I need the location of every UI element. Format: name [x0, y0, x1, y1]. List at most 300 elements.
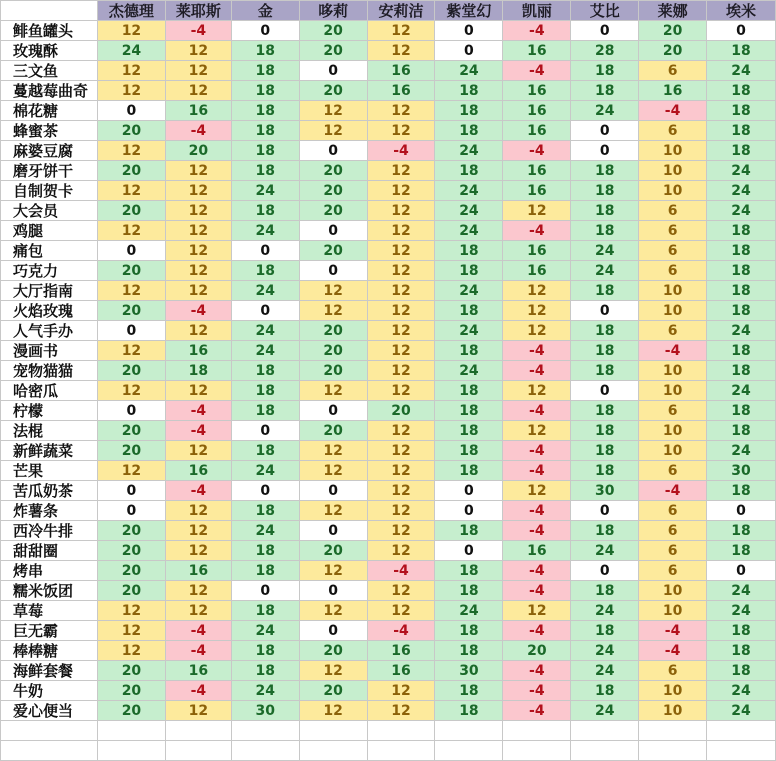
value-cell[interactable]: 12: [367, 261, 435, 281]
value-cell[interactable]: 0: [97, 481, 165, 501]
value-cell[interactable]: 18: [707, 141, 776, 161]
value-cell[interactable]: 12: [97, 621, 165, 641]
value-cell[interactable]: 20: [97, 301, 165, 321]
value-cell[interactable]: 18: [571, 341, 639, 361]
value-cell[interactable]: 12: [503, 421, 571, 441]
row-label-cell[interactable]: 宠物猫猫: [1, 361, 98, 381]
row-label-cell[interactable]: 大会员: [1, 201, 98, 221]
value-cell[interactable]: 6: [639, 121, 707, 141]
value-cell[interactable]: 18: [571, 421, 639, 441]
value-cell[interactable]: 12: [97, 21, 165, 41]
value-cell[interactable]: 0: [97, 101, 165, 121]
value-cell[interactable]: 24: [435, 601, 503, 621]
value-cell[interactable]: -4: [503, 661, 571, 681]
value-cell[interactable]: 24: [707, 321, 776, 341]
value-cell[interactable]: 18: [231, 661, 299, 681]
value-cell[interactable]: 16: [367, 81, 435, 101]
value-cell[interactable]: 12: [367, 121, 435, 141]
value-cell[interactable]: 12: [299, 441, 367, 461]
value-cell[interactable]: 24: [97, 41, 165, 61]
value-cell[interactable]: 0: [571, 301, 639, 321]
value-cell[interactable]: 18: [571, 281, 639, 301]
value-cell[interactable]: 16: [367, 61, 435, 81]
value-cell[interactable]: 10: [639, 161, 707, 181]
value-cell[interactable]: 12: [97, 461, 165, 481]
column-header[interactable]: 莱娜: [639, 1, 707, 21]
value-cell[interactable]: 18: [231, 261, 299, 281]
value-cell[interactable]: 18: [571, 401, 639, 421]
value-cell[interactable]: 0: [571, 21, 639, 41]
value-cell[interactable]: -4: [503, 621, 571, 641]
value-cell[interactable]: 24: [231, 461, 299, 481]
value-cell[interactable]: 0: [97, 501, 165, 521]
value-cell[interactable]: 12: [165, 441, 231, 461]
value-cell[interactable]: 18: [707, 121, 776, 141]
value-cell[interactable]: 16: [165, 661, 231, 681]
value-cell[interactable]: 0: [571, 381, 639, 401]
value-cell[interactable]: 18: [707, 361, 776, 381]
row-label-cell[interactable]: 三文鱼: [1, 61, 98, 81]
value-cell[interactable]: 24: [571, 541, 639, 561]
value-cell[interactable]: -4: [503, 581, 571, 601]
value-cell[interactable]: 0: [571, 121, 639, 141]
value-cell[interactable]: 0: [97, 401, 165, 421]
value-cell[interactable]: 18: [571, 621, 639, 641]
value-cell[interactable]: 0: [299, 481, 367, 501]
value-cell[interactable]: 12: [367, 541, 435, 561]
value-cell[interactable]: -4: [503, 501, 571, 521]
value-cell[interactable]: 24: [435, 281, 503, 301]
value-cell[interactable]: 24: [435, 141, 503, 161]
empty-cell[interactable]: [231, 741, 299, 761]
value-cell[interactable]: 18: [571, 321, 639, 341]
value-cell[interactable]: -4: [165, 481, 231, 501]
value-cell[interactable]: 18: [231, 161, 299, 181]
value-cell[interactable]: 12: [503, 481, 571, 501]
value-cell[interactable]: 6: [639, 561, 707, 581]
value-cell[interactable]: -4: [165, 681, 231, 701]
column-header[interactable]: 莱耶斯: [165, 1, 231, 21]
value-cell[interactable]: -4: [503, 141, 571, 161]
value-cell[interactable]: 24: [231, 521, 299, 541]
value-cell[interactable]: -4: [503, 521, 571, 541]
value-cell[interactable]: 6: [639, 521, 707, 541]
value-cell[interactable]: 16: [503, 541, 571, 561]
value-cell[interactable]: 20: [97, 361, 165, 381]
value-cell[interactable]: 18: [435, 621, 503, 641]
value-cell[interactable]: 24: [707, 441, 776, 461]
value-cell[interactable]: 24: [231, 281, 299, 301]
value-cell[interactable]: 16: [639, 81, 707, 101]
row-label-cell[interactable]: 炸薯条: [1, 501, 98, 521]
value-cell[interactable]: 16: [503, 121, 571, 141]
value-cell[interactable]: 12: [299, 561, 367, 581]
value-cell[interactable]: 0: [231, 581, 299, 601]
value-cell[interactable]: 18: [707, 81, 776, 101]
row-label-cell[interactable]: 甜甜圈: [1, 541, 98, 561]
value-cell[interactable]: -4: [165, 621, 231, 641]
value-cell[interactable]: 12: [367, 341, 435, 361]
value-cell[interactable]: 20: [97, 661, 165, 681]
value-cell[interactable]: 12: [165, 41, 231, 61]
value-cell[interactable]: 0: [231, 301, 299, 321]
row-label-cell[interactable]: 鸡腿: [1, 221, 98, 241]
value-cell[interactable]: 18: [231, 501, 299, 521]
value-cell[interactable]: 18: [435, 161, 503, 181]
value-cell[interactable]: 18: [707, 281, 776, 301]
value-cell[interactable]: 12: [97, 341, 165, 361]
value-cell[interactable]: 0: [707, 501, 776, 521]
value-cell[interactable]: 12: [299, 601, 367, 621]
value-cell[interactable]: 12: [299, 661, 367, 681]
value-cell[interactable]: 18: [571, 81, 639, 101]
value-cell[interactable]: 12: [503, 601, 571, 621]
value-cell[interactable]: 20: [97, 541, 165, 561]
empty-cell[interactable]: [165, 741, 231, 761]
row-label-cell[interactable]: 棒棒糖: [1, 641, 98, 661]
value-cell[interactable]: 18: [165, 361, 231, 381]
row-label-cell[interactable]: 漫画书: [1, 341, 98, 361]
value-cell[interactable]: 18: [435, 681, 503, 701]
value-cell[interactable]: 10: [639, 421, 707, 441]
value-cell[interactable]: 12: [165, 601, 231, 621]
row-label-cell[interactable]: 玫瑰酥: [1, 41, 98, 61]
value-cell[interactable]: 18: [231, 41, 299, 61]
value-cell[interactable]: 6: [639, 61, 707, 81]
value-cell[interactable]: -4: [503, 341, 571, 361]
row-label-cell[interactable]: 巨无霸: [1, 621, 98, 641]
value-cell[interactable]: 12: [367, 241, 435, 261]
value-cell[interactable]: 0: [299, 221, 367, 241]
value-cell[interactable]: 20: [503, 641, 571, 661]
empty-cell[interactable]: [299, 721, 367, 741]
value-cell[interactable]: 24: [707, 681, 776, 701]
value-cell[interactable]: 12: [503, 281, 571, 301]
value-cell[interactable]: 24: [571, 261, 639, 281]
empty-cell[interactable]: [367, 721, 435, 741]
column-header[interactable]: 金: [231, 1, 299, 21]
value-cell[interactable]: 16: [367, 661, 435, 681]
value-cell[interactable]: 12: [97, 281, 165, 301]
value-cell[interactable]: 20: [299, 681, 367, 701]
value-cell[interactable]: -4: [503, 21, 571, 41]
value-cell[interactable]: 12: [367, 481, 435, 501]
value-cell[interactable]: 24: [231, 221, 299, 241]
value-cell[interactable]: 12: [367, 321, 435, 341]
value-cell[interactable]: 18: [231, 541, 299, 561]
value-cell[interactable]: 24: [435, 201, 503, 221]
row-label-cell[interactable]: 海鲜套餐: [1, 661, 98, 681]
value-cell[interactable]: 18: [231, 361, 299, 381]
value-cell[interactable]: 12: [97, 81, 165, 101]
value-cell[interactable]: 20: [299, 81, 367, 101]
value-cell[interactable]: 18: [571, 221, 639, 241]
value-cell[interactable]: 18: [571, 521, 639, 541]
value-cell[interactable]: 24: [435, 321, 503, 341]
value-cell[interactable]: 12: [367, 221, 435, 241]
row-label-cell[interactable]: 蔓越莓曲奇: [1, 81, 98, 101]
value-cell[interactable]: 20: [97, 201, 165, 221]
value-cell[interactable]: -4: [503, 61, 571, 81]
value-cell[interactable]: 0: [435, 21, 503, 41]
column-header[interactable]: 杰德理: [97, 1, 165, 21]
value-cell[interactable]: 18: [435, 701, 503, 721]
value-cell[interactable]: 12: [503, 201, 571, 221]
value-cell[interactable]: 10: [639, 601, 707, 621]
value-cell[interactable]: 0: [435, 501, 503, 521]
value-cell[interactable]: 24: [435, 361, 503, 381]
value-cell[interactable]: 18: [435, 381, 503, 401]
value-cell[interactable]: 18: [231, 141, 299, 161]
value-cell[interactable]: 6: [639, 401, 707, 421]
value-cell[interactable]: 18: [231, 121, 299, 141]
value-cell[interactable]: 12: [367, 361, 435, 381]
value-cell[interactable]: -4: [165, 421, 231, 441]
value-cell[interactable]: 12: [165, 521, 231, 541]
value-cell[interactable]: 18: [707, 661, 776, 681]
value-cell[interactable]: 16: [165, 101, 231, 121]
value-cell[interactable]: 12: [367, 181, 435, 201]
value-cell[interactable]: -4: [503, 561, 571, 581]
value-cell[interactable]: 18: [707, 341, 776, 361]
row-label-cell[interactable]: 麻婆豆腐: [1, 141, 98, 161]
value-cell[interactable]: 18: [435, 561, 503, 581]
empty-cell[interactable]: [165, 721, 231, 741]
value-cell[interactable]: 20: [299, 341, 367, 361]
empty-cell[interactable]: [1, 721, 98, 741]
value-cell[interactable]: -4: [165, 641, 231, 661]
value-cell[interactable]: 12: [165, 381, 231, 401]
value-cell[interactable]: 18: [707, 621, 776, 641]
value-cell[interactable]: 18: [435, 441, 503, 461]
value-cell[interactable]: 0: [231, 241, 299, 261]
value-cell[interactable]: 24: [571, 661, 639, 681]
row-label-cell[interactable]: 法棍: [1, 421, 98, 441]
row-label-cell[interactable]: 苦瓜奶茶: [1, 481, 98, 501]
row-label-cell[interactable]: 柠檬: [1, 401, 98, 421]
value-cell[interactable]: 24: [571, 241, 639, 261]
value-cell[interactable]: 12: [165, 501, 231, 521]
row-label-cell[interactable]: 痛包: [1, 241, 98, 261]
value-cell[interactable]: 12: [165, 181, 231, 201]
value-cell[interactable]: 18: [707, 521, 776, 541]
value-cell[interactable]: 18: [231, 601, 299, 621]
value-cell[interactable]: -4: [503, 701, 571, 721]
value-cell[interactable]: 20: [299, 321, 367, 341]
value-cell[interactable]: 12: [165, 701, 231, 721]
column-header[interactable]: 哆莉: [299, 1, 367, 21]
value-cell[interactable]: 12: [367, 301, 435, 321]
value-cell[interactable]: 6: [639, 261, 707, 281]
value-cell[interactable]: 24: [231, 681, 299, 701]
value-cell[interactable]: 18: [707, 221, 776, 241]
value-cell[interactable]: 10: [639, 581, 707, 601]
empty-cell[interactable]: [503, 721, 571, 741]
row-label-cell[interactable]: 新鲜蔬菜: [1, 441, 98, 461]
value-cell[interactable]: 20: [165, 141, 231, 161]
value-cell[interactable]: 18: [435, 461, 503, 481]
row-label-cell[interactable]: 磨牙饼干: [1, 161, 98, 181]
value-cell[interactable]: 20: [299, 241, 367, 261]
value-cell[interactable]: 20: [97, 441, 165, 461]
value-cell[interactable]: -4: [367, 561, 435, 581]
value-cell[interactable]: 20: [97, 421, 165, 441]
value-cell[interactable]: 12: [367, 161, 435, 181]
value-cell[interactable]: 18: [435, 581, 503, 601]
value-cell[interactable]: 20: [299, 421, 367, 441]
row-label-cell[interactable]: 草莓: [1, 601, 98, 621]
value-cell[interactable]: 18: [231, 101, 299, 121]
value-cell[interactable]: 12: [503, 381, 571, 401]
value-cell[interactable]: 0: [231, 481, 299, 501]
value-cell[interactable]: 18: [571, 61, 639, 81]
value-cell[interactable]: 12: [367, 41, 435, 61]
value-cell[interactable]: 18: [435, 641, 503, 661]
value-cell[interactable]: 18: [707, 421, 776, 441]
value-cell[interactable]: 12: [367, 601, 435, 621]
value-cell[interactable]: 12: [97, 641, 165, 661]
value-cell[interactable]: 18: [571, 461, 639, 481]
value-cell[interactable]: -4: [503, 221, 571, 241]
empty-cell[interactable]: [97, 741, 165, 761]
empty-cell[interactable]: [435, 721, 503, 741]
value-cell[interactable]: 18: [571, 581, 639, 601]
value-cell[interactable]: 12: [367, 501, 435, 521]
row-label-cell[interactable]: 西冷牛排: [1, 521, 98, 541]
value-cell[interactable]: 28: [571, 41, 639, 61]
value-cell[interactable]: -4: [367, 621, 435, 641]
value-cell[interactable]: 18: [571, 441, 639, 461]
value-cell[interactable]: 18: [571, 161, 639, 181]
value-cell[interactable]: 12: [299, 101, 367, 121]
value-cell[interactable]: 16: [165, 461, 231, 481]
value-cell[interactable]: 24: [571, 701, 639, 721]
row-label-cell[interactable]: 糯米饭团: [1, 581, 98, 601]
value-cell[interactable]: 18: [435, 241, 503, 261]
value-cell[interactable]: 12: [165, 581, 231, 601]
row-label-cell[interactable]: 烤串: [1, 561, 98, 581]
value-cell[interactable]: 16: [503, 161, 571, 181]
value-cell[interactable]: 12: [97, 601, 165, 621]
value-cell[interactable]: 24: [707, 181, 776, 201]
value-cell[interactable]: 0: [299, 61, 367, 81]
value-cell[interactable]: 12: [165, 201, 231, 221]
value-cell[interactable]: 24: [571, 101, 639, 121]
value-cell[interactable]: 12: [367, 701, 435, 721]
value-cell[interactable]: -4: [503, 681, 571, 701]
column-header[interactable]: 紫堂幻: [435, 1, 503, 21]
value-cell[interactable]: 6: [639, 321, 707, 341]
value-cell[interactable]: -4: [639, 481, 707, 501]
value-cell[interactable]: 12: [299, 461, 367, 481]
value-cell[interactable]: 18: [571, 361, 639, 381]
value-cell[interactable]: 10: [639, 181, 707, 201]
value-cell[interactable]: 30: [435, 661, 503, 681]
value-cell[interactable]: -4: [165, 121, 231, 141]
value-cell[interactable]: 0: [435, 541, 503, 561]
value-cell[interactable]: 20: [299, 361, 367, 381]
value-cell[interactable]: 12: [367, 441, 435, 461]
value-cell[interactable]: 10: [639, 361, 707, 381]
value-cell[interactable]: 0: [571, 501, 639, 521]
value-cell[interactable]: 24: [707, 701, 776, 721]
value-cell[interactable]: 16: [503, 181, 571, 201]
value-cell[interactable]: 24: [571, 641, 639, 661]
value-cell[interactable]: 6: [639, 221, 707, 241]
value-cell[interactable]: 0: [299, 581, 367, 601]
value-cell[interactable]: 18: [707, 41, 776, 61]
empty-cell[interactable]: [707, 741, 776, 761]
value-cell[interactable]: 12: [299, 121, 367, 141]
value-cell[interactable]: 18: [435, 521, 503, 541]
value-cell[interactable]: 24: [571, 601, 639, 621]
column-header[interactable]: 埃米: [707, 1, 776, 21]
value-cell[interactable]: 20: [639, 41, 707, 61]
empty-cell[interactable]: [97, 721, 165, 741]
value-cell[interactable]: 20: [299, 161, 367, 181]
value-cell[interactable]: 18: [571, 181, 639, 201]
row-label-cell[interactable]: 蜂蜜茶: [1, 121, 98, 141]
value-cell[interactable]: 16: [503, 81, 571, 101]
value-cell[interactable]: 6: [639, 241, 707, 261]
value-cell[interactable]: 0: [707, 21, 776, 41]
value-cell[interactable]: 10: [639, 141, 707, 161]
value-cell[interactable]: 12: [367, 21, 435, 41]
row-label-cell[interactable]: 大厅指南: [1, 281, 98, 301]
empty-cell[interactable]: [231, 721, 299, 741]
value-cell[interactable]: 10: [639, 441, 707, 461]
value-cell[interactable]: 12: [97, 141, 165, 161]
row-label-cell[interactable]: 鲱鱼罐头: [1, 21, 98, 41]
value-cell[interactable]: 0: [571, 141, 639, 161]
value-cell[interactable]: -4: [639, 341, 707, 361]
value-cell[interactable]: 20: [97, 521, 165, 541]
value-cell[interactable]: 18: [435, 301, 503, 321]
value-cell[interactable]: 30: [571, 481, 639, 501]
value-cell[interactable]: 10: [639, 701, 707, 721]
value-cell[interactable]: 24: [435, 61, 503, 81]
value-cell[interactable]: 6: [639, 461, 707, 481]
value-cell[interactable]: 24: [707, 161, 776, 181]
value-cell[interactable]: 16: [367, 641, 435, 661]
value-cell[interactable]: 6: [639, 201, 707, 221]
row-label-cell[interactable]: 巧克力: [1, 261, 98, 281]
value-cell[interactable]: 18: [435, 81, 503, 101]
value-cell[interactable]: 10: [639, 301, 707, 321]
value-cell[interactable]: 18: [435, 341, 503, 361]
value-cell[interactable]: 20: [299, 21, 367, 41]
value-cell[interactable]: 0: [299, 621, 367, 641]
value-cell[interactable]: 12: [367, 681, 435, 701]
value-cell[interactable]: 24: [435, 181, 503, 201]
value-cell[interactable]: 18: [571, 201, 639, 221]
empty-cell[interactable]: [503, 741, 571, 761]
value-cell[interactable]: 24: [435, 221, 503, 241]
empty-cell[interactable]: [571, 741, 639, 761]
value-cell[interactable]: 18: [231, 641, 299, 661]
value-cell[interactable]: 20: [299, 641, 367, 661]
row-label-cell[interactable]: 火焰玫瑰: [1, 301, 98, 321]
value-cell[interactable]: -4: [639, 101, 707, 121]
value-cell[interactable]: -4: [165, 301, 231, 321]
row-label-cell[interactable]: 牛奶: [1, 681, 98, 701]
value-cell[interactable]: 12: [165, 61, 231, 81]
value-cell[interactable]: 6: [639, 501, 707, 521]
value-cell[interactable]: 12: [165, 541, 231, 561]
value-cell[interactable]: 18: [231, 401, 299, 421]
value-cell[interactable]: 16: [503, 41, 571, 61]
value-cell[interactable]: 18: [707, 481, 776, 501]
